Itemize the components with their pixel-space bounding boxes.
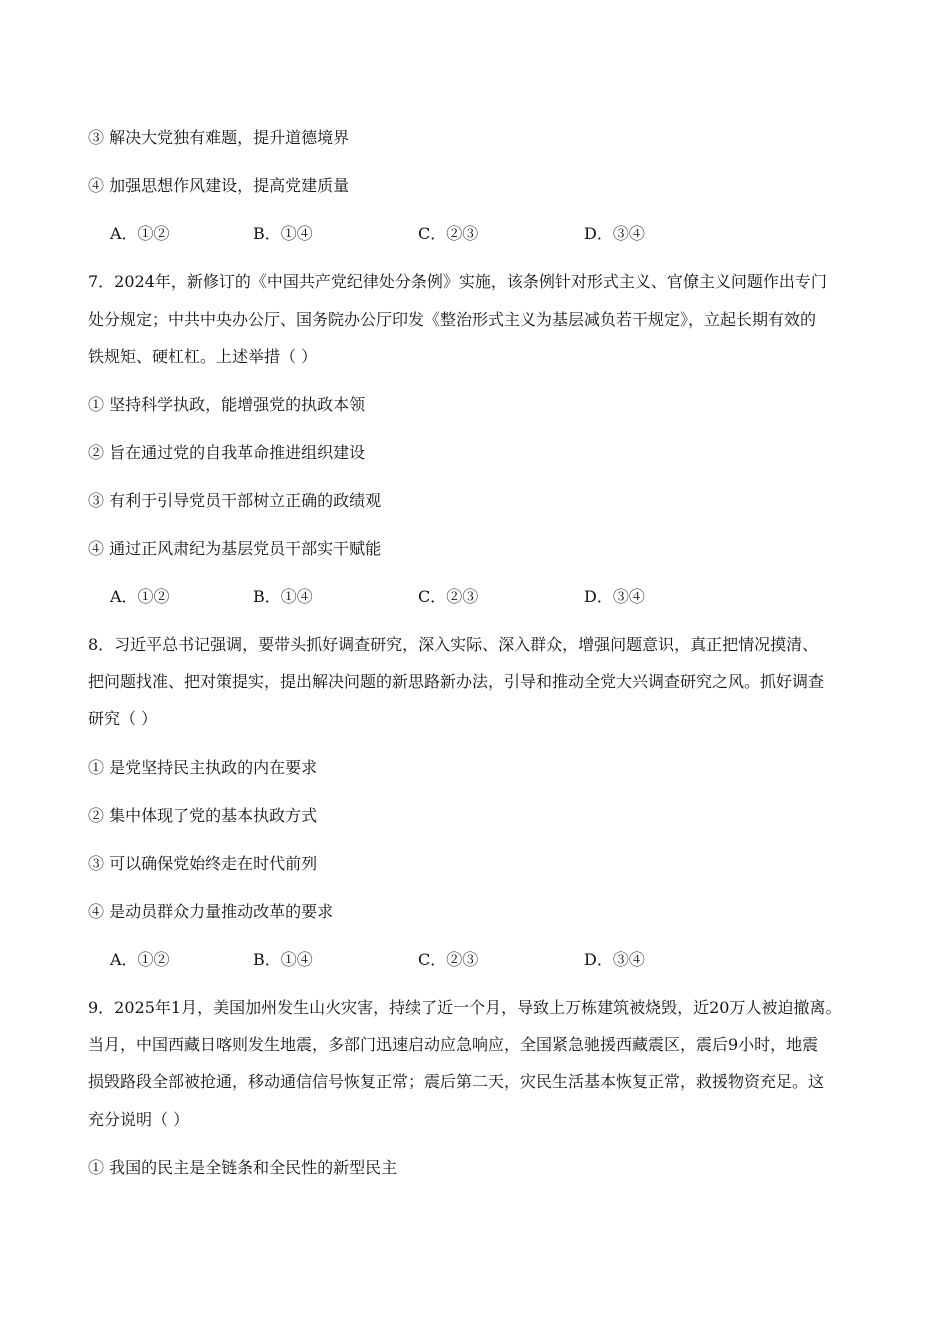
q8-choices — [110, 949, 810, 971]
q7-choices — [110, 586, 810, 608]
q6-choice-a[interactable]: A．①② — [110, 224, 170, 243]
q7-stem-line-3: 铁规矩、硬杠杠。上述举措（ ） — [88, 347, 318, 366]
q6-option-3: ③ 解决大党独有难题，提升道德境界 — [88, 128, 350, 147]
q9-stem-line-2: 当月，中国西藏日喀则发生地震，多部门迅速启动应急响应，全国紧急驰援西藏震区，震后9小时，地震 — [88, 1035, 819, 1054]
q7-choice-c[interactable]: C．②③ — [418, 587, 479, 606]
q6-option-4: ④ 加强思想作风建设，提高党建质量 — [88, 176, 350, 195]
q7-option-4: ④ 通过正风肃纪为基层党员干部实干赋能 — [88, 539, 382, 558]
q8-option-1: ① 是党坚持民主执政的内在要求 — [88, 758, 318, 777]
q7-stem-line-2: 处分规定；中共中央办公厅、国务院办公厅印发《整治形式主义为基层减负若干规定》，立起长期有效的 — [88, 310, 817, 329]
q7-option-3: ③ 有利于引导党员干部树立正确的政绩观 — [88, 491, 382, 510]
q7-choice-b[interactable]: B．①④ — [253, 587, 313, 606]
q7-stem-line-1: 7．2024年，新修订的《中国共产党纪律处分条例》实施，该条例针对形式主义、官僚主义问题作出专门 — [88, 272, 827, 291]
q8-stem-line-2: 把问题找准、把对策提实，提出解决问题的新思路新办法，引导和推动全党大兴调查研究之风。抓好调查 — [88, 672, 825, 691]
q6-choices — [110, 223, 810, 245]
q8-choice-c[interactable]: C．②③ — [418, 950, 479, 969]
q9-stem-line-3: 损毁路段全部被抢通，移动通信信号恢复正常；震后第二天，灾民生活基本恢复正常，救援物资充足。这 — [88, 1072, 825, 1091]
q8-option-2: ② 集中体现了党的基本执政方式 — [88, 806, 318, 825]
q7-choice-d[interactable]: D．③④ — [584, 587, 645, 606]
q9-stem-line-4: 充分说明（ ） — [88, 1110, 190, 1129]
q8-choice-b[interactable]: B．①④ — [253, 950, 313, 969]
q9-option-1: ① 我国的民主是全链条和全民性的新型民主 — [88, 1158, 398, 1177]
q8-option-4: ④ 是动员群众力量推动改革的要求 — [88, 902, 334, 921]
q9-stem-line-1: 9．2025年1月，美国加州发生山火灾害，持续了近一个月，导致上万栋建筑被烧毁，近20万人被迫撤离。 — [88, 998, 842, 1017]
q6-choice-d[interactable]: D．③④ — [584, 224, 645, 243]
q7-choice-a[interactable]: A．①② — [110, 587, 170, 606]
q8-option-3: ③ 可以确保党始终走在时代前列 — [88, 854, 318, 873]
q6-choice-b[interactable]: B．①④ — [253, 224, 313, 243]
q8-stem-line-1: 8．习近平总书记强调，要带头抓好调查研究，深入实际、深入群众，增强问题意识，真正把情况摸清、 — [88, 635, 819, 654]
q8-choice-a[interactable]: A．①② — [110, 950, 170, 969]
q8-stem-line-3: 研究（ ） — [88, 709, 158, 728]
q8-choice-d[interactable]: D．③④ — [584, 950, 645, 969]
q6-choice-c[interactable]: C．②③ — [418, 224, 479, 243]
q7-option-2: ② 旨在通过党的自我革命推进组织建设 — [88, 443, 366, 462]
q7-option-1: ① 坚持科学执政，能增强党的执政本领 — [88, 395, 366, 414]
